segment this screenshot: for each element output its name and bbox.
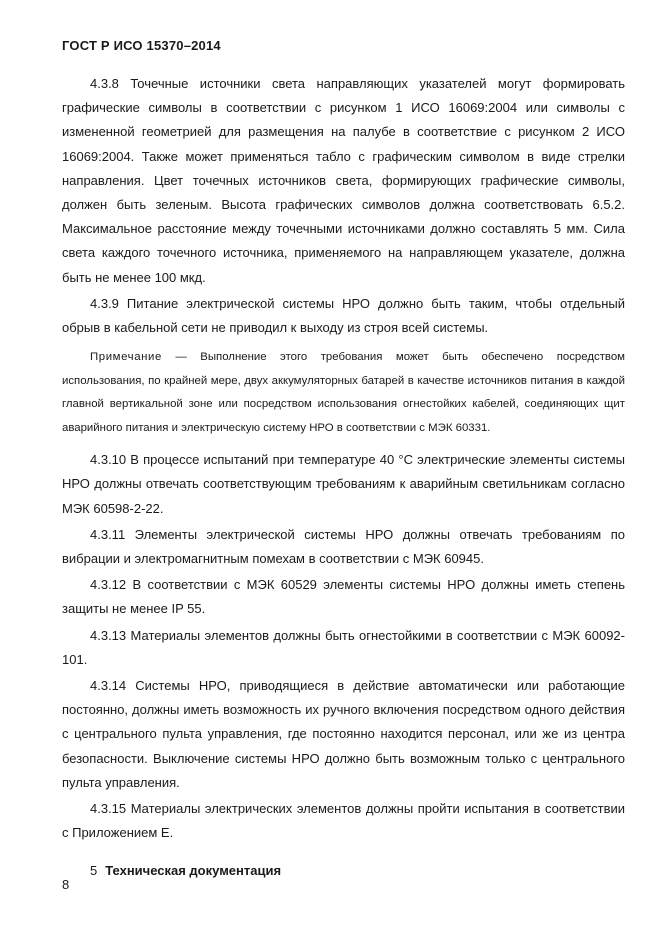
- clause-4-3-15: 4.3.15 Материалы электрических элементов должны пройти испытания в соответствии с Приложением Е.: [62, 801, 625, 841]
- note-label: Примечание: [90, 351, 162, 364]
- section-number: 5: [90, 863, 98, 879]
- document-body: [62, 72, 625, 881]
- section-heading: [62, 861, 625, 881]
- clause-4-3-13: 4.3.13 Материалы элементов должны быть огнестойкими в соответствии с МЭК 60092-101.: [62, 627, 625, 667]
- clause-4-3-12: 4.3.12 В соответствии с МЭК 60529 элементы системы НРО должны иметь степень защиты не менее IP 55.: [62, 577, 625, 617]
- clause-4-3-10: 4.3.10 В процессе испытаний при температуре 40 °С электрические элементы системы НРО должны отвечать соответствующим требованиям к аварийным светильникам согласно МЭК 60598-2-22.: [62, 452, 625, 516]
- clause-4-3-11: 4.3.11 Элементы электрической системы НРО должны отвечать требованиям по вибрации и электромагнитным помехам в соответствии с МЭК 60945.: [62, 526, 625, 567]
- clause-4-3-9: 4.3.9 Питание электрической системы НРО должно быть таким, чтобы отдельный обрыв в кабельной сети не приводил к выходу из строя всей системы.: [62, 295, 625, 336]
- clause-4-3-8: 4.3.8 Точечные источники света направляющих указателей могут формировать графические символы в соответствии с рисунком 1 ИСО 16069:2004 или символы с измененной геометрией для размещения на палубе в соответствие с рисунком 2 ИСО 16069:2004. Также может применяться табло с графическим символом в виде стрелки направления. Цвет точечных источников света, формирующих графические символы, должен быть зеленым. Высота графических символов должна соответствовать 6.5.2. Максимальное расстояние между точечными источниками должно составлять 5 мм. Сила света каждого точечного источника, применяемого на направляющем указателе, должна быть не менее 100 мкд.: [62, 76, 625, 285]
- note-text: — Выполнение этого требования может быть обеспечено посредством использования, по крайней мере, двух аккумуляторных батарей в качестве источников питания в каждой главной вертикальной зоне или посредством использования огнестойких кабелей, соединяющих щит аварийного питания и электрическую систему НРО в соответствии с МЭК 60331.: [62, 351, 625, 434]
- section-title: Техническая документация: [105, 863, 282, 879]
- page-number: 8: [62, 877, 70, 892]
- clause-4-3-14: 4.3.14 Системы НРО, приводящиеся в действие автоматически или работающие постоянно, должны иметь возможность их ручного включения посредством одного действия с центрального пульта управления, где постоянно находится персонал, или же из центра безопасности. Выключение системы НРО должно быть возможным только с центрального пульта управления.: [62, 678, 625, 790]
- document-header: ГОСТ Р ИСО 15370–2014: [62, 38, 221, 53]
- note: [62, 346, 625, 440]
